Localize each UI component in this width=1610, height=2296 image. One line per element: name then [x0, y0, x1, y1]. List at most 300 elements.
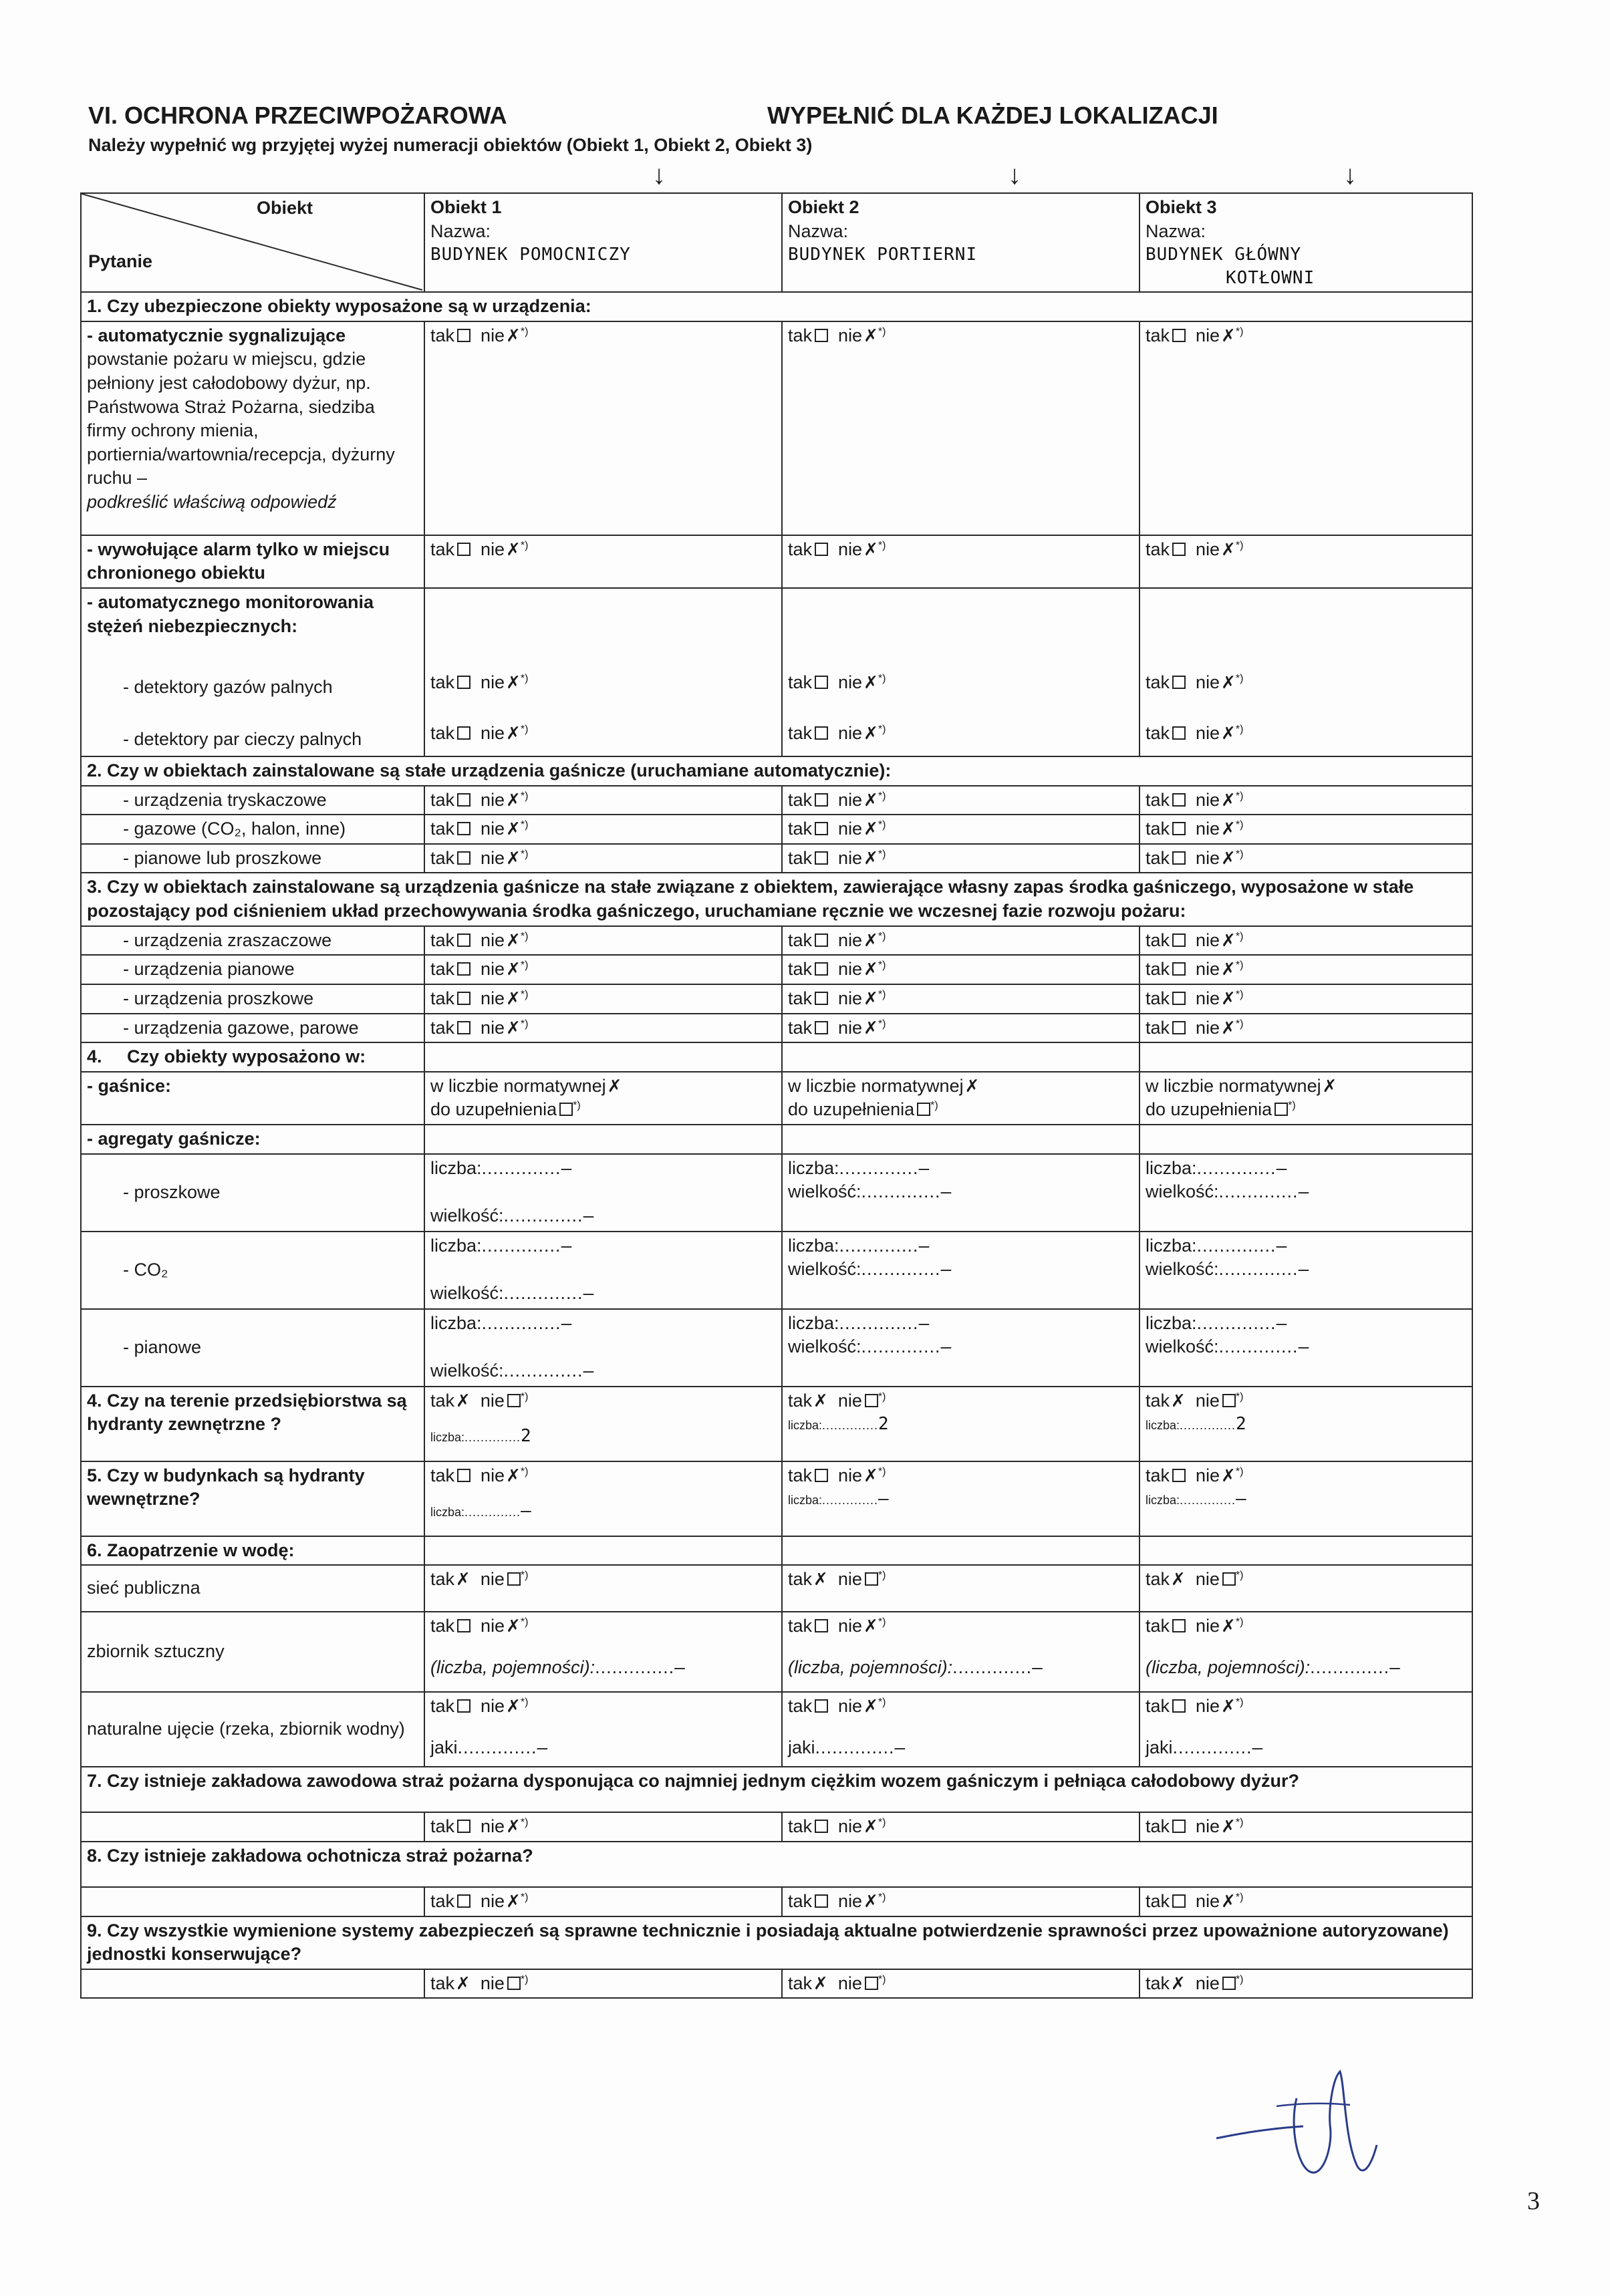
dotted-line: ..............: [457, 1737, 537, 1757]
tak-label: tak: [788, 929, 813, 950]
footnote-marker: *): [1288, 1100, 1296, 1112]
handwritten-dash: –: [1236, 1489, 1247, 1510]
dotted-line: ..............: [481, 1235, 561, 1256]
tak-nie-answer: [430, 788, 776, 813]
obiekt-1-name-label: Nazwa:: [430, 221, 491, 241]
dotted-line: ..............: [1218, 1259, 1299, 1280]
tak-nie-answer: [430, 1815, 776, 1839]
checkbox-empty: [457, 822, 471, 835]
capacity-field: [788, 1656, 1133, 1680]
obiekt-3-name-label: Nazwa:: [1146, 221, 1206, 241]
checkbox-empty: [815, 726, 828, 740]
nie-label: nie: [837, 1569, 862, 1590]
handwritten-check-mark: ✗: [506, 1697, 521, 1717]
handwritten-dash: –: [674, 1657, 686, 1678]
table-row: [81, 1969, 1472, 1999]
tak-label: tak: [430, 819, 455, 839]
handwritten-check-mark: ✗: [1221, 1018, 1236, 1038]
dotted-line: ..............: [839, 1235, 919, 1256]
tak-label: tak: [788, 722, 813, 743]
checkbox-empty: [815, 934, 828, 947]
handwritten-check-mark: ✗: [863, 930, 878, 951]
footnote-marker: *): [1235, 1973, 1244, 1985]
table-row: [81, 1125, 1472, 1154]
tak-label: tak: [430, 1816, 455, 1837]
tak-nie-answer: [430, 1389, 776, 1413]
tak-nie-answer: [430, 1464, 776, 1488]
tak-label: tak: [1146, 1973, 1170, 1993]
checkbox-empty: [457, 1469, 471, 1482]
footnote-marker: *): [520, 790, 529, 802]
footnote-marker: *): [573, 1100, 581, 1112]
footnote-marker: *): [878, 672, 886, 684]
checkbox-empty: [1172, 793, 1186, 807]
table-row: [81, 1887, 1472, 1916]
handwritten-check-mark: ✗: [1221, 672, 1236, 693]
obiekt-2-title: Obiekt 2: [788, 197, 859, 217]
footnote-marker: *): [878, 1616, 886, 1628]
footnote-marker: *): [520, 1465, 529, 1477]
tak-label: tak: [1146, 1816, 1170, 1837]
q3-heading: 3. Czy w obiektach zainstalowane są urządzenia gaśnicze na stałe związane z obiektem, zawierające własny zapas środka gaśniczego, wyposażone w stałe pozostający pod ciśnieniem układ przechowywania środka gaśniczego, uruchamiane ręcznie we wczesnej fazie rozwoju pożaru:: [81, 873, 1472, 925]
checkbox-empty: [457, 543, 471, 556]
nie-label: nie: [481, 539, 505, 559]
nie-label: nie: [838, 959, 863, 980]
dotted-line: ..............: [503, 1205, 583, 1226]
footnote-marker: *): [520, 819, 529, 831]
liczba-label: liczba:: [788, 1419, 823, 1433]
tak-label: tak: [1146, 1696, 1170, 1717]
table-row: [81, 588, 1472, 756]
footnote-marker: *): [878, 1570, 886, 1582]
tak-label: tak: [1146, 988, 1170, 1008]
footnote-marker: *): [878, 1891, 886, 1903]
footnote-marker: *): [878, 325, 886, 337]
footnote-marker: *): [520, 930, 529, 942]
tak-label: tak: [430, 1390, 455, 1411]
wielkosc-field-label: wielkość:: [430, 1205, 504, 1226]
nie-label: nie: [1196, 722, 1220, 743]
arrow-down-icon: ↓: [1343, 160, 1357, 190]
footnote-marker: *): [878, 539, 886, 551]
tak-nie-answer: [1146, 1016, 1466, 1040]
tak-label: tak: [788, 1816, 813, 1837]
q7-text: 7. Czy istnieje zakładowa zawodowa straż pożarna dysponująca co najmniej jednym ciężkim wozem gaśniczym i pełniąca całodobowy dyżur?: [81, 1767, 1472, 1812]
checkbox-empty: [815, 1820, 828, 1833]
tak-label: tak: [430, 789, 455, 810]
liczba-field-label: liczba:: [1146, 1312, 1197, 1333]
handwritten-check-mark: ✗: [863, 960, 878, 980]
handwritten-check-mark: ✗: [863, 988, 878, 1009]
handwritten-dash: –: [1298, 1182, 1310, 1203]
header-pytanie: Pytanie: [88, 251, 153, 271]
wielkosc-field-label: wielkość:: [1146, 1259, 1219, 1280]
tak-nie-answer: [788, 538, 1133, 562]
handwritten-check-mark: ✗: [1221, 1817, 1236, 1838]
handwritten-dash: –: [561, 1158, 573, 1179]
tak-label: tak: [788, 789, 813, 810]
checkbox-empty: [457, 934, 471, 947]
handwritten-check-mark: ✗: [813, 1973, 828, 1994]
signature-image: [1196, 2065, 1424, 2198]
checkbox-empty: [1172, 1021, 1186, 1034]
tak-nie-answer: [1146, 722, 1466, 746]
tak-nie-answer: [1146, 1389, 1466, 1413]
nie-label: nie: [1196, 929, 1220, 950]
table-row: [81, 756, 1472, 786]
tak-nie-answer: [430, 987, 776, 1011]
checkbox-empty: [1172, 329, 1186, 342]
nie-label: nie: [481, 929, 505, 950]
liczba-field: [1146, 1234, 1466, 1258]
handwritten-check-mark: ✗: [964, 1076, 980, 1097]
tak-nie-answer: [1146, 817, 1466, 841]
checkbox-empty: [507, 1977, 521, 1990]
footnote-marker: *): [1235, 848, 1244, 860]
tak-nie-answer: [1146, 1815, 1466, 1839]
handwritten-dash: –: [561, 1236, 573, 1256]
liczba-field: [430, 1234, 776, 1258]
handwritten-check-mark: ✗: [506, 930, 521, 951]
handwritten-dash: –: [1389, 1657, 1401, 1678]
dotted-line: ..............: [1196, 1235, 1277, 1256]
jaki-field: [788, 1736, 1133, 1760]
handwritten-check-mark: ✗: [607, 1076, 622, 1097]
checkbox-empty: [1172, 543, 1186, 556]
tak-label: tak: [788, 1569, 813, 1590]
tak-nie-answer: [788, 1815, 1133, 1839]
footnote-marker: *): [520, 325, 529, 337]
nie-label: nie: [1195, 1390, 1220, 1411]
fill-instruction: WYPEŁNIĆ DLA KAŻDEJ LOKALIZACJI: [767, 102, 1218, 129]
q3-r3: - urządzenia proszkowe: [81, 984, 424, 1014]
handwritten-dash: –: [878, 1489, 890, 1510]
dotted-line: ..............: [464, 1431, 521, 1445]
handwritten-check-mark: ✗: [506, 790, 521, 811]
footnote-marker: *): [520, 1616, 529, 1628]
tak-nie-answer: [788, 847, 1133, 871]
q4-pianowe: - pianowe: [81, 1309, 424, 1387]
tak-nie-answer: [788, 1016, 1133, 1040]
handwritten-check-mark: ✗: [863, 1817, 878, 1838]
q4-gasnice: - gaśnice:: [81, 1072, 424, 1125]
handwritten-check-mark: ✗: [506, 988, 521, 1009]
nie-label: nie: [481, 1017, 505, 1038]
nie-label: nie: [480, 1569, 505, 1590]
checkbox-empty: [865, 1977, 878, 1990]
nie-label: nie: [837, 1390, 862, 1411]
checkbox-empty: [559, 1103, 573, 1116]
nie-label: nie: [1195, 1569, 1220, 1590]
footnote-marker: *): [520, 1697, 529, 1709]
handwritten-check-mark: ✗: [863, 1465, 878, 1486]
handwritten-check-mark: ✗: [506, 1465, 521, 1486]
tak-label: tak: [1146, 672, 1170, 692]
nie-label: nie: [838, 1696, 863, 1717]
handwritten-dash: –: [1298, 1337, 1310, 1358]
nie-label: nie: [1196, 819, 1220, 839]
q6-r1: sieć publiczna: [81, 1565, 424, 1612]
table-row: [81, 321, 1472, 535]
checkbox-empty: [815, 851, 828, 865]
tak-label: tak: [1146, 722, 1170, 743]
table-row: [81, 1767, 1472, 1812]
tak-label: tak: [430, 847, 455, 868]
handwritten-dash: –: [583, 1206, 595, 1227]
handwritten-check-mark: ✗: [1171, 1570, 1186, 1590]
nie-label: nie: [838, 672, 863, 692]
tak-label: tak: [788, 1616, 813, 1636]
jaki-label: jaki: [1146, 1737, 1173, 1757]
tak-nie-answer: [1146, 1890, 1466, 1914]
normative-count: [430, 1074, 776, 1099]
tak-label: tak: [788, 539, 813, 559]
handwritten-check-mark: ✗: [506, 960, 521, 980]
q5-text: 5. Czy w budynkach są hydranty wewnętrzne?: [81, 1461, 424, 1536]
handwritten-check-mark: ✗: [506, 325, 521, 346]
tak-nie-answer: [788, 817, 1133, 841]
tak-label: tak: [1146, 959, 1170, 980]
jaki-field: [430, 1736, 776, 1760]
nie-label: nie: [838, 325, 863, 345]
footnote-marker: *): [1235, 1465, 1244, 1477]
table-header-row: [81, 193, 1472, 292]
wielkosc-field: [788, 1180, 1133, 1204]
wielkosc-field-label: wielkość:: [1146, 1181, 1219, 1202]
q1b-title: - wywołujące alarm tylko w miejscu chronionego obiektu: [81, 535, 424, 588]
capacity-label: (liczba, pojemności):: [1146, 1657, 1311, 1677]
tak-nie-answer: [1146, 1695, 1466, 1719]
header-obiekt-2: [782, 193, 1139, 292]
tak-nie-answer: [430, 929, 776, 953]
footnote-marker: *): [878, 930, 886, 942]
tak-nie-answer: [430, 1614, 776, 1638]
handwritten-dash: –: [918, 1158, 930, 1179]
handwritten-dash: –: [940, 1260, 952, 1280]
footnote-marker: *): [878, 1391, 886, 1403]
tak-label: tak: [430, 1616, 455, 1636]
footnote-marker: *): [1235, 1570, 1244, 1582]
table-row: [81, 1565, 1472, 1612]
footnote-marker: *): [520, 672, 529, 684]
footnote-marker: *): [520, 1891, 529, 1903]
tak-label: tak: [1146, 1465, 1170, 1485]
checkbox-empty: [1172, 1699, 1186, 1713]
tak-nie-answer: [430, 722, 776, 746]
liczba-field-label: liczba:: [430, 1235, 482, 1256]
nie-label: nie: [480, 1973, 505, 1993]
tak-nie-answer: [430, 817, 776, 841]
tak-nie-answer: [788, 929, 1133, 953]
wielkosc-field-label: wielkość:: [788, 1181, 861, 1202]
checkbox-empty: [1274, 1103, 1288, 1116]
nie-label: nie: [838, 789, 863, 810]
normative-label: w liczbie normatywnej: [1146, 1075, 1321, 1096]
wielkosc-field: [1146, 1180, 1466, 1204]
normative-count: [1146, 1074, 1466, 1099]
tak-label: tak: [1146, 1017, 1170, 1038]
tak-label: tak: [788, 1973, 813, 1993]
wielkosc-field: [430, 1359, 776, 1383]
handwritten-dash: –: [894, 1737, 906, 1758]
obiekt-3-title: Obiekt 3: [1146, 197, 1217, 217]
dotted-line: ..............: [1310, 1657, 1390, 1677]
handwritten-check-mark: ✗: [1221, 1616, 1236, 1637]
tak-nie-answer: [430, 1568, 776, 1592]
footnote-marker: *): [1235, 1616, 1244, 1628]
table-row: [81, 1232, 1472, 1309]
arrow-down-icon: ↓: [652, 160, 666, 190]
footnote-marker: *): [1235, 1817, 1244, 1829]
tak-nie-answer: [430, 324, 776, 348]
nie-label: nie: [1196, 325, 1220, 345]
to-complete: [430, 1098, 776, 1122]
checkbox-empty: [815, 962, 828, 976]
handwritten-check-mark: ✗: [1221, 848, 1236, 869]
handwritten-check-mark: ✗: [813, 1391, 828, 1411]
nie-label: nie: [481, 672, 505, 692]
footnote-marker: *): [520, 1018, 529, 1030]
obiekt-3-name: BUDYNEK GŁÓWNY: [1146, 245, 1302, 265]
handwritten-number: 2: [1236, 1414, 1247, 1435]
handwritten-check-mark: ✗: [863, 325, 878, 346]
checkbox-empty: [1172, 851, 1186, 865]
jaki-label: jaki: [430, 1737, 458, 1757]
table-row: [81, 1014, 1472, 1043]
tak-nie-answer: [1146, 1614, 1466, 1638]
tak-nie-answer: [788, 1614, 1133, 1638]
hydrant-count: [788, 1413, 1133, 1435]
normative-count: [788, 1074, 1133, 1099]
liczba-field-label: liczba:: [1146, 1157, 1197, 1178]
nie-label: nie: [1196, 789, 1220, 810]
liczba-label: liczba:: [788, 1493, 823, 1508]
handwritten-check-mark: ✗: [863, 672, 878, 693]
tak-nie-answer: [430, 1695, 776, 1719]
tak-label: tak: [1146, 789, 1170, 810]
tak-label: tak: [1146, 1569, 1170, 1590]
nie-label: nie: [1196, 1465, 1220, 1485]
wielkosc-field: [1146, 1258, 1466, 1282]
handwritten-check-mark: ✗: [1221, 723, 1236, 744]
table-row: [81, 1154, 1472, 1232]
footnote-marker: *): [520, 539, 529, 551]
handwritten-check-mark: ✗: [506, 1891, 521, 1912]
tak-label: tak: [788, 1696, 813, 1717]
to-complete-label: do uzupełnienia: [788, 1099, 915, 1120]
tak-label: tak: [430, 1890, 455, 1911]
footnote-marker: *): [1235, 1391, 1244, 1403]
page-number: 3: [1527, 2187, 1540, 2215]
dotted-line: ..............: [839, 1157, 919, 1178]
q3-r4: - urządzenia gazowe, parowe: [81, 1014, 424, 1043]
q1c2-label: - detektory par cieczy palnych: [123, 728, 362, 749]
dotted-line: ..............: [503, 1283, 583, 1304]
checkbox-empty: [507, 1394, 521, 1407]
q4-proszkowe: - proszkowe: [81, 1154, 424, 1232]
tak-label: tak: [1146, 1616, 1170, 1636]
dotted-line: ..............: [595, 1657, 675, 1677]
liczba-field-label: liczba:: [788, 1157, 839, 1178]
footnote-marker: *): [878, 723, 886, 735]
footnote-marker: *): [878, 848, 886, 860]
normative-label: w liczbie normatywnej: [788, 1075, 964, 1096]
nie-label: nie: [481, 1816, 505, 1837]
dotted-line: ..............: [1218, 1336, 1299, 1357]
q3-r2: - urządzenia pianowe: [81, 955, 424, 984]
nie-label: nie: [838, 1816, 863, 1837]
nie-label: nie: [481, 325, 505, 345]
dotted-line: ..............: [861, 1181, 941, 1202]
tak-nie-answer: [1146, 1568, 1466, 1592]
tak-nie-answer: [430, 1890, 776, 1914]
checkbox-empty: [457, 851, 471, 865]
nie-label: nie: [481, 722, 505, 743]
handwritten-check-mark: ✗: [1221, 1697, 1236, 1717]
q4-agregaty: - agregaty gaśnicze:: [81, 1125, 424, 1154]
table-row: [81, 1042, 1472, 1072]
footnote-marker: *): [878, 1697, 886, 1709]
q3-r1: - urządzenia zraszaczowe: [81, 926, 424, 956]
dotted-line: ..............: [1196, 1312, 1277, 1333]
table-row: [81, 1692, 1472, 1767]
q6-r2: zbiornik sztuczny: [81, 1612, 424, 1692]
dotted-line: ..............: [815, 1737, 895, 1757]
hydrant-count: [1146, 1487, 1466, 1510]
checkbox-empty: [457, 1699, 471, 1713]
dotted-line: ..............: [481, 1312, 561, 1333]
table-row: [81, 1072, 1472, 1125]
tak-nie-answer: [788, 671, 1133, 695]
footnote-marker: *): [1235, 723, 1244, 735]
tak-nie-answer: [1146, 987, 1466, 1011]
liczba-label: liczba:: [1146, 1493, 1180, 1508]
checkbox-empty: [865, 1394, 878, 1407]
tak-nie-answer: [1146, 929, 1466, 953]
arrow-down-icon: ↓: [1008, 160, 1021, 190]
q8-text: 8. Czy istnieje zakładowa ochotnicza straż pożarna?: [81, 1842, 1472, 1887]
dotted-line: ..............: [1180, 1419, 1236, 1433]
nie-label: nie: [481, 959, 505, 980]
tak-label: tak: [430, 1569, 455, 1590]
q4-heading: Czy obiekty wyposażono w:: [127, 1046, 366, 1067]
handwritten-number: 2: [878, 1414, 890, 1435]
footnote-marker: *): [1235, 1891, 1244, 1903]
checkbox-empty: [457, 1820, 471, 1833]
nie-label: nie: [1196, 539, 1220, 559]
checkbox-empty: [1172, 1619, 1186, 1632]
tak-label: tak: [430, 1017, 455, 1038]
footnote-marker: *): [520, 1391, 529, 1403]
footnote-marker: *): [878, 960, 886, 972]
footnote-marker: *): [1235, 790, 1244, 802]
tak-label: tak: [788, 847, 813, 868]
checkbox-empty: [1172, 992, 1186, 1005]
tak-label: tak: [788, 819, 813, 839]
tak-label: tak: [1146, 819, 1170, 839]
handwritten-dash: –: [583, 1284, 595, 1304]
hydrant-count: [430, 1499, 776, 1522]
liczba-field: [430, 1157, 776, 1181]
checkbox-empty: [815, 1699, 828, 1713]
footnote-marker: *): [1235, 325, 1244, 337]
q4-num: 4.: [87, 1046, 102, 1067]
tak-nie-answer: [788, 1389, 1133, 1413]
tak-label: tak: [1146, 847, 1170, 868]
diagonal-divider: [82, 194, 424, 291]
tak-label: tak: [1146, 539, 1170, 559]
handwritten-check-mark: ✗: [1221, 819, 1236, 840]
